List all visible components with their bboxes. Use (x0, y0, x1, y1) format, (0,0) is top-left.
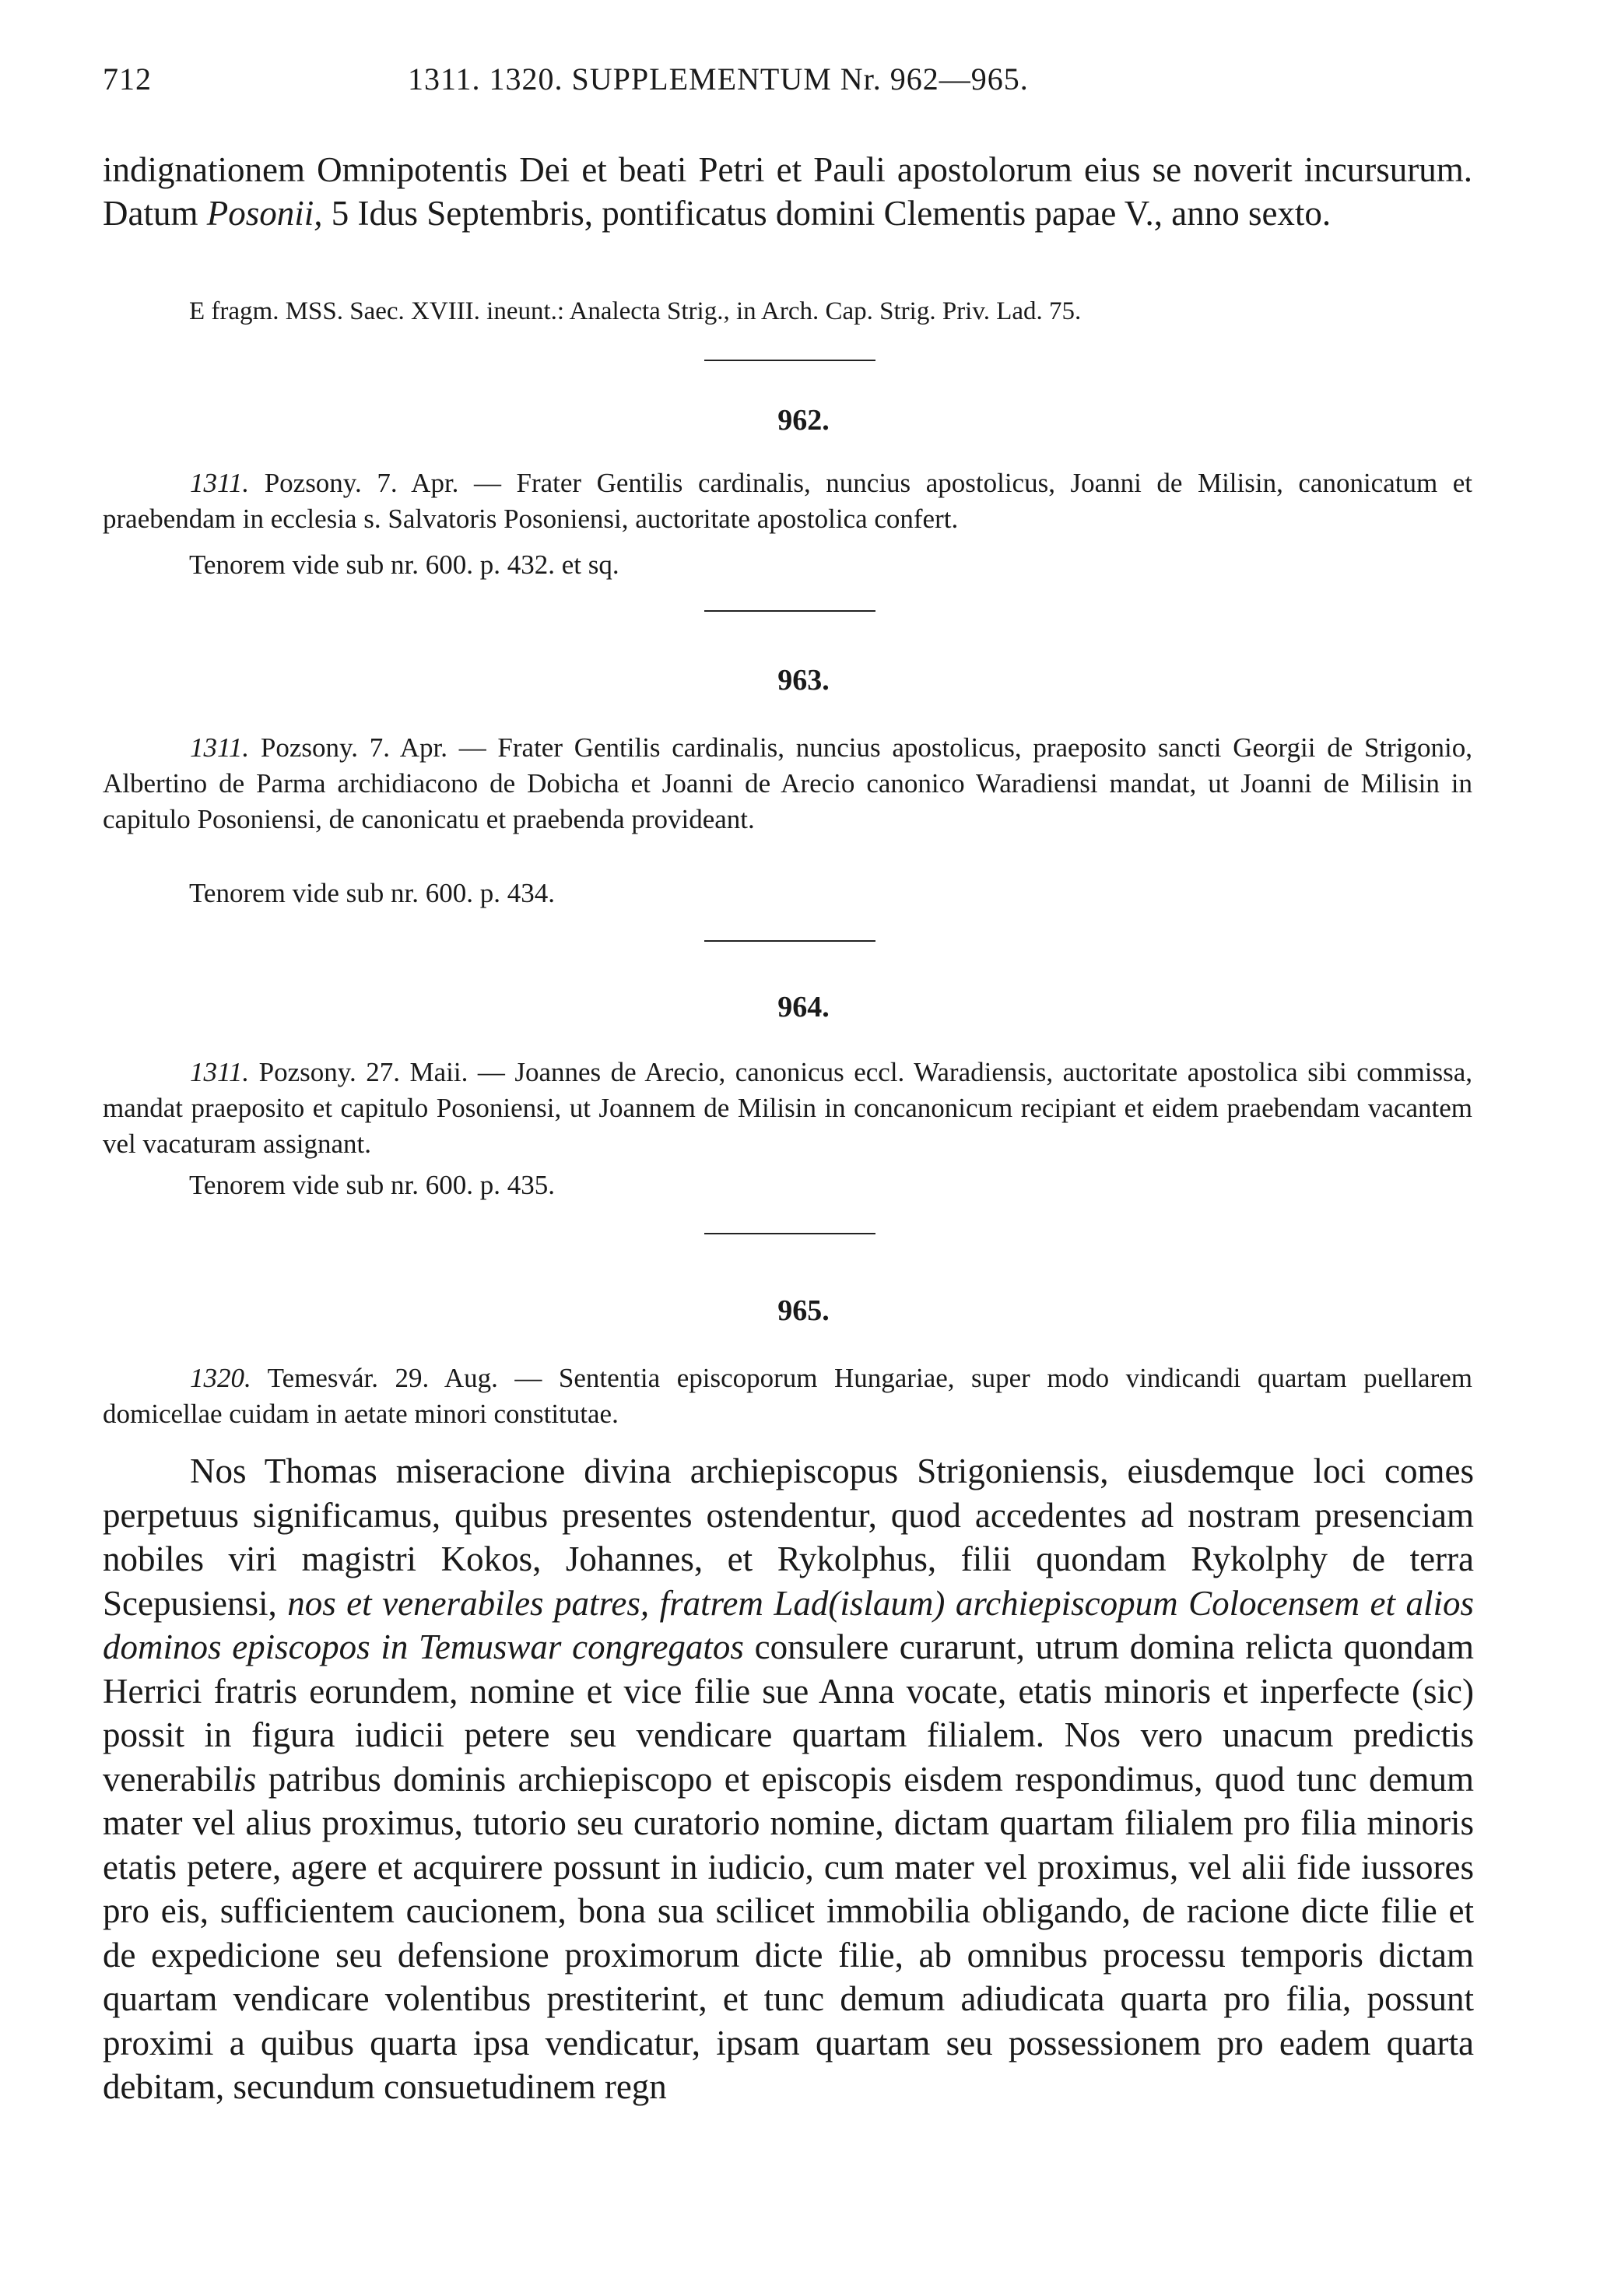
continuation-text-part: 5 Idus Septembris, pontificatus domini Clementis papae V., anno sexto. (322, 194, 1332, 233)
entry-regest (103, 465, 1472, 537)
entry-regest-text: Pozsony. 27. Maii. — Joannes de Arecio, canonicus eccl. Waradiensis, auctoritate apostolica sibi commissa, mandat praeposito et capitulo Posoniensi, ut Joannem de Milisin in concanonicum recipiant et eidem praebendam vacantem vel vacaturam assignant. (103, 1057, 1472, 1159)
document-paragraph (103, 1449, 1474, 2109)
entry-number: 963. (777, 664, 830, 697)
section-divider (704, 1233, 875, 1234)
body-text-italic: nos et venerabiles patres, fratrem Lad(islaum) archiepiscopum Colocensem et alios dominos episcopos in Temuswar congregatos (103, 1583, 1474, 1666)
body-text: Nos Thomas miseracione divina archiepiscopus Strigoniensis, eiusdemque loci comes perpetuus significamus, quibus presentes ostendentur, quod accedentes ad nostram presenciam nobiles viri magistri Kokos, Johannes, et Rykolphus, filii quondam Rykolphy de terra Scepusiensi, (103, 1452, 1474, 1623)
page-number: 712 (103, 61, 152, 97)
entry-regest (103, 1055, 1472, 1162)
entry-year: 1311. (190, 732, 250, 763)
running-head-title: 1311. 1320. SUPPLEMENTUM Nr. 962—965. (408, 61, 1029, 97)
section-divider (704, 610, 875, 612)
entry-regest-text: Temesvár. 29. Aug. — Sententia episcoporum Hungariae, super modo vindicandi quartam puellarem domicellae cuidam in aetate minori constitutae. (103, 1363, 1472, 1429)
entry-tenor: Tenorem vide sub nr. 600. p. 432. et sq. (189, 549, 619, 580)
section-divider (704, 360, 875, 361)
entry-year: 1320. (190, 1363, 251, 1393)
entry-number: 964. (777, 991, 830, 1023)
entry-tenor: Tenorem vide sub nr. 600. p. 434. (189, 878, 555, 908)
continuation-place: Posonii, (206, 194, 323, 233)
entry-number: 965. (777, 1294, 830, 1327)
continuation-text-part: indignationem Omnipotentis Dei et beati Petri et Pauli apostolorum eius se noverit incursurum. Datum (103, 150, 1472, 233)
entry-regest-text: Pozsony. 7. Apr. — Frater Gentilis cardinalis, nuncius apostolicus, praeposito sancti Georgii de Strigonio, Albertino de Parma archidiacono de Dobicha et Joanni de Arecio canonico Waradiensi mandat, ut Joanni de Milisin in capitulo Posoniensi, de canonicatu et praebenda provideant. (103, 732, 1472, 834)
continuation-text (103, 148, 1472, 235)
entry-regest (103, 730, 1472, 837)
entry-regest-text: Pozsony. 7. Apr. — Frater Gentilis cardinalis, nuncius apostolicus, Joanni de Milisin, canonicatum et praebendam in ecclesia s. Salvatoris Posoniensi, auctoritate apostolica confert. (103, 468, 1472, 534)
entry-regest (103, 1360, 1472, 1432)
section-divider (704, 940, 875, 942)
document-body (103, 1449, 1474, 2109)
source-note: E fragm. MSS. Saec. XVIII. ineunt.: Analecta Strig., in Arch. Cap. Strig. Priv. Lad. 75. (189, 297, 1082, 325)
body-text: patribus dominis archiepiscopo et episcopis eisdem respondimus, quod tunc demum mater vel alius proximus, tutorio seu curatorio nomine, dictam quartam filialem pro filia minoris etatis petere, agere et acquirere possunt in iudicio, cum mater vel proximus, vel alii fide iussores pro eis, sufficientem caucionem, bona sua scilicet immobilia obligando, de racione dicte filie et de expedicione seu defensione proximorum dicte filie, ab omnibus processu temporis dictam quartam vendicare volentibus prestiterint, et tunc demum adiudicata quarta pro filia, possunt proximi a quibus quarta ipsa vendicatur, ipsam quartam seu possessionem pro eadem quarta debitam, secundum consuetudinem regn (103, 1759, 1474, 2106)
body-text-italic: is (233, 1759, 257, 1799)
entry-year: 1311. (190, 1057, 250, 1087)
entry-tenor: Tenorem vide sub nr. 600. p. 435. (189, 1170, 555, 1200)
entry-year: 1311. (190, 468, 250, 498)
body-text: consulere curarunt, utrum domina relicta quondam Herrici fratris eorundem, nomine et vice filie sue Anna vocate, etatis minoris et inperfecte (sic) possit in figura iudicii petere seu vendicare quartam filialem. Nos vero unacum predictis venerabil (103, 1627, 1474, 1799)
entry-number: 962. (777, 404, 830, 437)
